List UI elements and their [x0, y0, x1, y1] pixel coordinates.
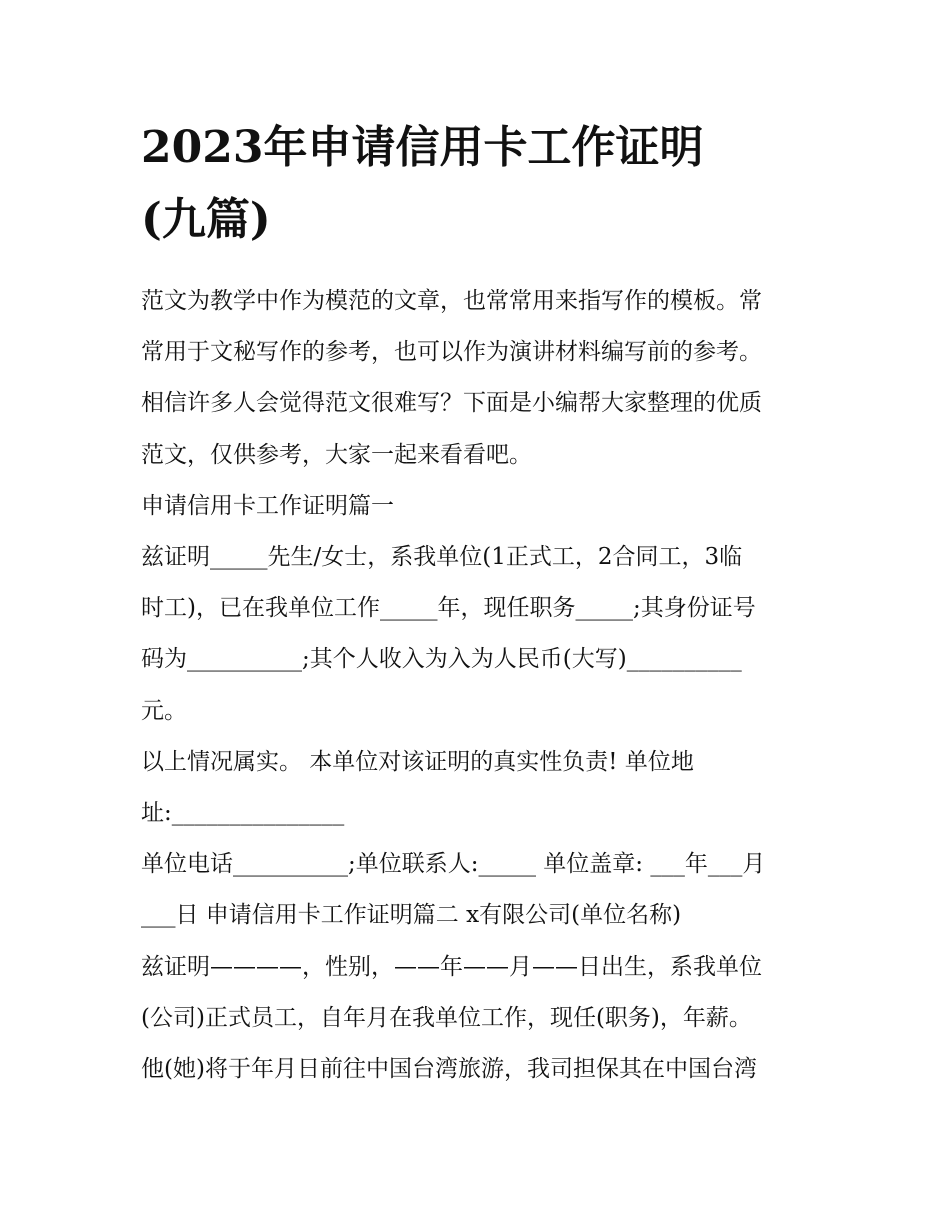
body-line: 范文，仅供参考，大家一起来看看吧。	[141, 441, 532, 468]
body-line: (公司)正式员工，自年月在我单位工作，现任(职务)，年薪。	[141, 1004, 752, 1031]
section-heading-1: 申请信用卡工作证明篇一	[141, 492, 394, 519]
document-page	[141, 112, 821, 1095]
body-line: 兹证明_____先生/女士，系我单位(1正式工，2合同工，3临	[141, 544, 743, 571]
body-line: 以上情况属实。 本单位对该证明的真实性负责! 单位地	[141, 748, 694, 775]
body-line: 元。	[141, 697, 187, 724]
document-body	[141, 276, 821, 1095]
body-line: 码为__________;其个人收入为入为人民币(大写)__________	[141, 646, 742, 673]
body-line: 时工)，已在我单位工作_____年，现任职务_____;其身份证号	[141, 595, 756, 622]
body-line: 相信许多人会觉得范文很难写？下面是小编帮大家整理的优质	[141, 390, 762, 417]
title-line-2: (九篇)	[141, 194, 271, 245]
title-line-1: 2023年申请信用卡工作证明	[141, 122, 704, 173]
body-line: 单位电话__________;单位联系人:_____ 单位盖章: ___年___月	[141, 851, 766, 878]
body-line: 常用于文秘写作的参考，也可以作为演讲材料编写前的参考。	[141, 339, 762, 366]
document-title	[141, 112, 821, 256]
body-line: 范文为教学中作为模范的文章，也常常用来指写作的模板。常	[141, 288, 762, 314]
body-line: 址:_______________	[141, 800, 345, 827]
body-line: 兹证明————，性别，——年——月——日出生，系我单位	[141, 953, 762, 980]
body-line: ___日 申请信用卡工作证明篇二 x有限公司(单位名称)	[141, 902, 682, 929]
body-line: 他(她)将于年月日前往中国台湾旅游，我司担保其在中国台湾	[141, 1056, 757, 1083]
